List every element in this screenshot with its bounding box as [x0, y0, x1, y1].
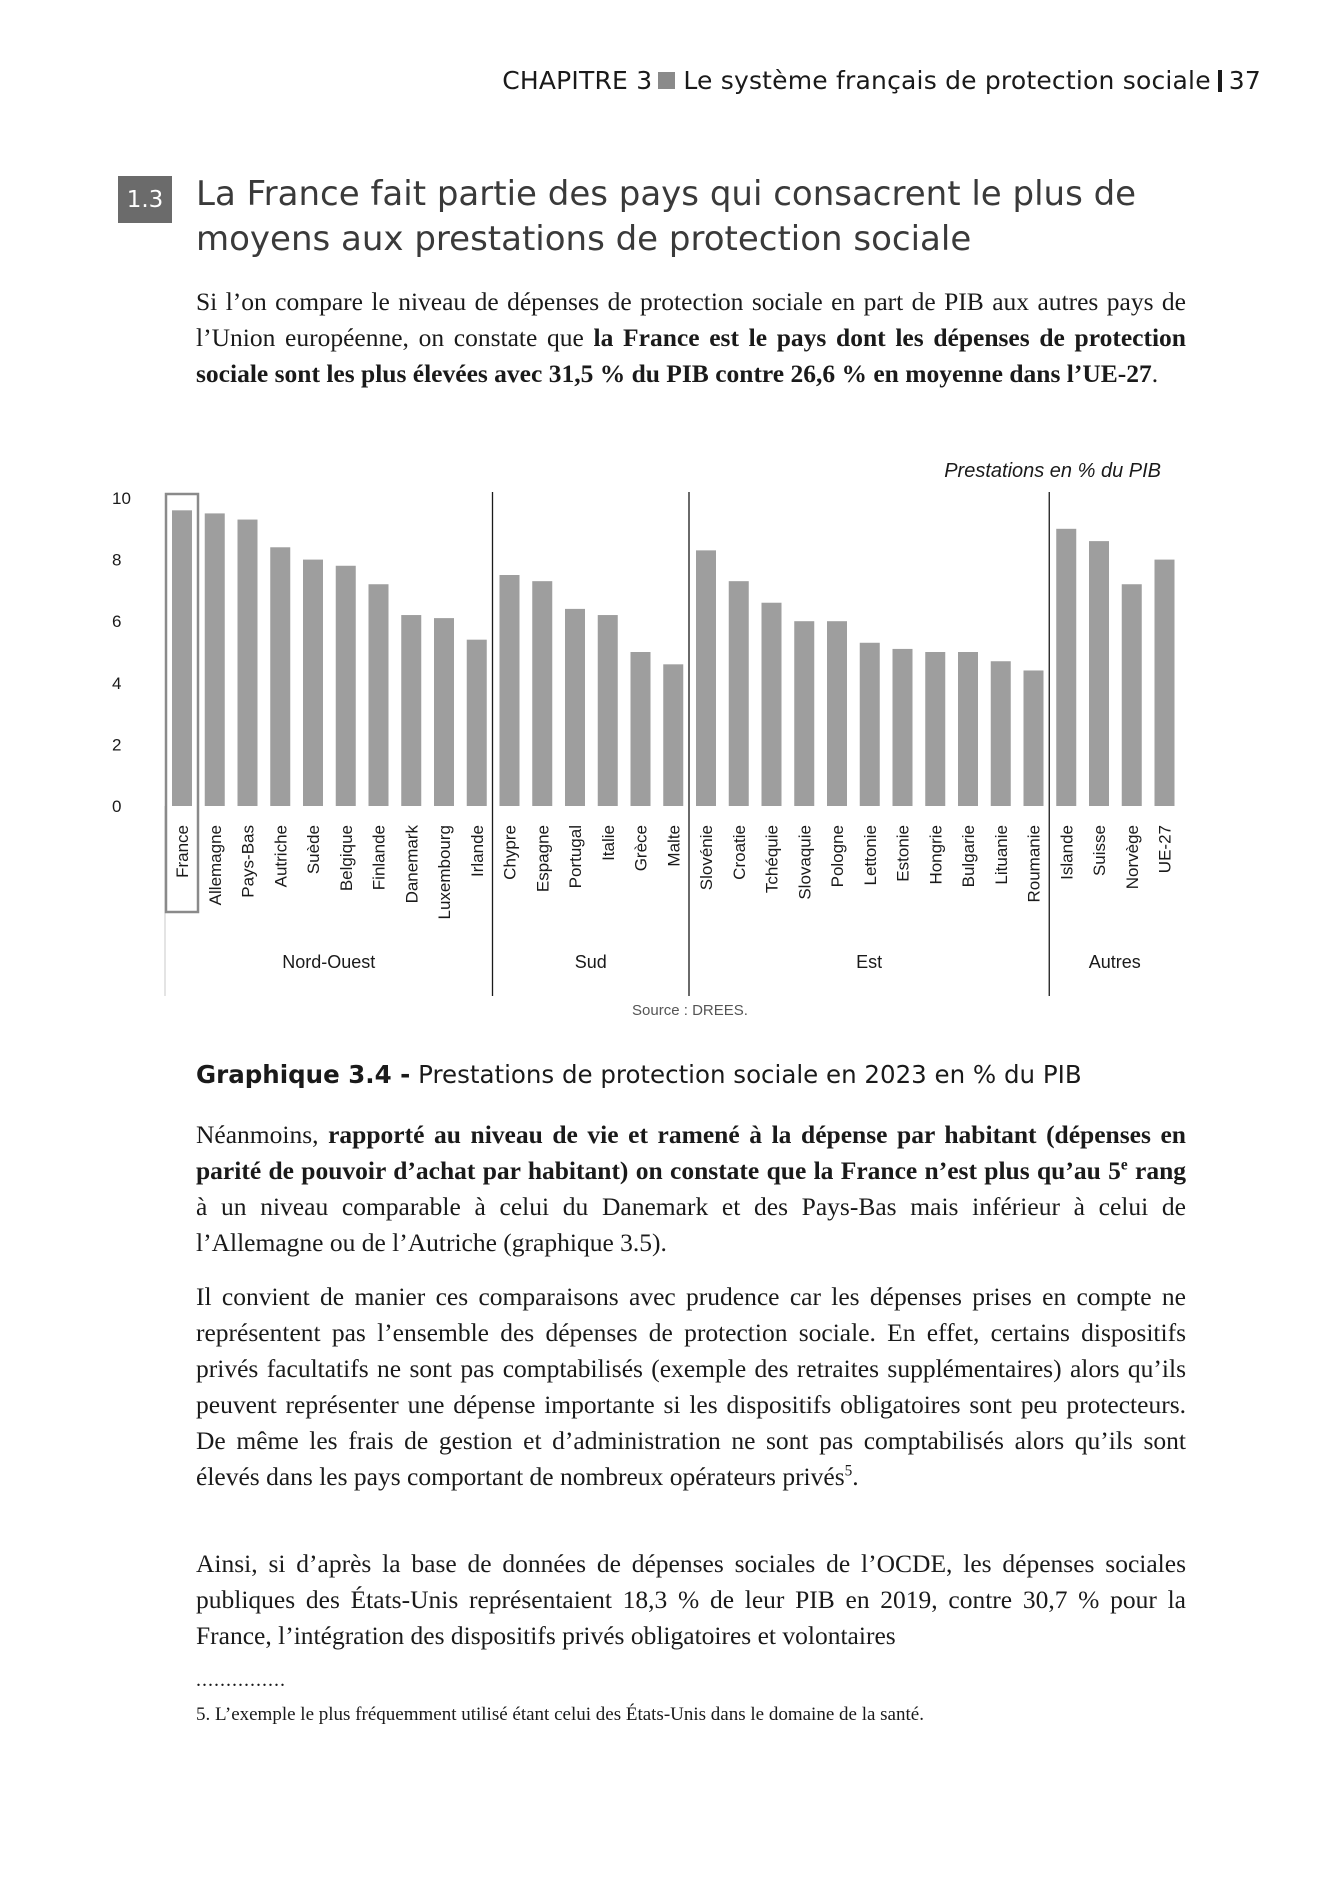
bar-pologne	[827, 621, 847, 806]
bar-hongrie	[925, 652, 945, 806]
bar-espagne	[532, 581, 552, 806]
para2-superscript: e	[1120, 1156, 1128, 1174]
bar-italie	[598, 615, 618, 806]
bar-finlande	[369, 584, 389, 806]
bar-danemark	[401, 615, 421, 806]
bar-suisse	[1089, 541, 1109, 806]
bar-grèce	[631, 652, 651, 806]
footnote: 5. L’exemple le plus fréquemment utilisé étant celui des États-Unis dans le domaine de la santé.	[196, 1704, 924, 1725]
category-label: Grèce	[631, 825, 651, 872]
y-tick-label: 8	[112, 550, 122, 570]
category-label: Bulgarie	[959, 825, 978, 888]
footnote-separator: ...............	[196, 1669, 286, 1691]
category-label: France	[173, 825, 192, 878]
category-label: Chypre	[500, 825, 520, 880]
group-label: Sud	[574, 952, 607, 972]
section-number: 1.3	[118, 176, 172, 223]
bar-pays-bas	[238, 520, 258, 806]
bar-lettonie	[860, 643, 880, 806]
bar-slovénie	[696, 550, 716, 806]
caption-text: Prestations de protection sociale en 2023 en % du PIB	[418, 1060, 1082, 1089]
category-label: Finlande	[369, 825, 389, 891]
y-tick-label: 0	[112, 797, 122, 816]
header-title: Le système français de protection sociale	[683, 66, 1211, 95]
group-label: Est	[856, 952, 883, 972]
category-label: Autriche	[271, 825, 291, 888]
category-label: Pays-Bas	[238, 825, 258, 898]
y-tick-label: 6	[112, 612, 122, 632]
intro-bold-text: la France est le pays dont les dépenses de protection sociale sont les plus élevées avec 31,5 % du PIB contre 26,6 % en moyenne dans l’UE-27	[196, 323, 1186, 388]
category-label: Lettonie	[860, 825, 880, 886]
paragraph-caution	[196, 1279, 1186, 1495]
category-label: Malte	[664, 825, 684, 867]
bar-france	[172, 510, 192, 806]
chart-caption	[196, 1060, 1082, 1089]
group-label: Autres	[1088, 952, 1141, 972]
intro-text-end: .	[1151, 359, 1159, 388]
square-icon	[658, 72, 675, 89]
category-label: Suisse	[1090, 825, 1109, 877]
group-label: Nord-Ouest	[282, 952, 376, 972]
bar-belgique	[336, 566, 356, 806]
y-tick-label: 10	[112, 489, 131, 508]
bar-allemagne	[205, 513, 225, 806]
category-label: Hongrie	[926, 825, 946, 885]
category-label: Italie	[598, 825, 618, 861]
header-divider	[1218, 70, 1222, 92]
para3-end: .	[852, 1462, 859, 1491]
category-label: Espagne	[533, 825, 553, 893]
category-label: Norvège	[1122, 825, 1142, 890]
category-label: Suède	[304, 825, 323, 875]
category-label: Allemagne	[205, 825, 225, 906]
paragraph-ppa	[196, 1117, 1186, 1261]
category-label: Croatie	[729, 825, 749, 880]
para2-text: Néanmoins,	[196, 1120, 329, 1149]
para3-text: Il convient de manier ces comparaisons avec prudence car les dépenses prises en compte ne représentent pas l’ensemble des dépenses de protection sociale. En effet, certains dispositifs privés facultatifs ne sont pas comptabilisés (exemple des retraites supplémentaires) alors qu’ils peuvent représenter une dépense importante si les dispositifs obligatoires sont peu protecteurs. De même les frais de gestion et d’administration ne sont pas comptabilisés alors qu’ils sont élevés dans les pays comportant de nombreux opérateurs privés	[196, 1282, 1186, 1491]
intro-paragraph	[196, 284, 1186, 392]
bar-irlande	[467, 640, 487, 806]
bar-portugal	[565, 609, 585, 806]
bar-croatie	[729, 581, 749, 806]
category-label: Portugal	[566, 825, 585, 889]
bar-islande	[1056, 529, 1076, 806]
bar-ue-27	[1155, 560, 1175, 806]
bar-estonie	[893, 649, 913, 806]
bar-autriche	[270, 547, 290, 806]
category-label: Danemark	[402, 825, 422, 904]
y-tick-label: 4	[112, 673, 122, 693]
intro-text: Si l’on compare le niveau de dépenses de protection sociale en part de PIB aux autres pays de l’Union européenne, on constate que	[196, 287, 1186, 352]
bar-lituanie	[991, 661, 1011, 806]
header-chapter: CHAPITRE 3	[502, 66, 653, 95]
footnote-ref[interactable]: 5	[844, 1462, 853, 1480]
running-header	[502, 66, 1261, 95]
page-number: 37	[1228, 66, 1261, 95]
category-label: Slovénie	[697, 825, 716, 891]
category-label: Belgique	[336, 825, 356, 892]
category-label: Irlande	[467, 825, 487, 877]
section-title: La France fait partie des pays qui consacrent le plus de moyens aux prestations de protection sociale	[196, 174, 1137, 259]
category-label: UE-27	[1155, 825, 1175, 874]
caption-label: Graphique 3.4 -	[196, 1060, 411, 1089]
bar-suède	[303, 560, 323, 806]
para2-bold-rank: rang	[1127, 1156, 1187, 1185]
y-tick-label: 2	[112, 735, 122, 755]
bar-slovaquie	[794, 621, 814, 806]
bar-norvège	[1122, 584, 1142, 806]
para2-text-end: à un niveau comparable à celui du Danemark et des Pays-Bas mais inférieur à celui de l’Allemagne ou de l’Autriche (graphique 3.5).	[196, 1192, 1186, 1257]
category-label: Slovaquie	[795, 825, 815, 900]
bar-tchéquie	[762, 603, 782, 806]
chart-title: Prestations en % du PIB	[944, 460, 1161, 482]
category-label: Estonie	[893, 825, 913, 882]
category-label: Lituanie	[991, 825, 1011, 885]
bar-malte	[663, 664, 683, 806]
category-label: Roumanie	[1024, 825, 1044, 903]
bar-chypre	[500, 575, 520, 806]
bar-roumanie	[1024, 670, 1044, 806]
category-label: Pologne	[828, 825, 847, 888]
bar-bulgarie	[958, 652, 978, 806]
category-label: Islande	[1057, 825, 1077, 880]
category-label: Luxembourg	[435, 825, 454, 920]
category-label: Tchéquie	[762, 825, 782, 894]
bar-chart	[108, 448, 1198, 1030]
bar-luxembourg	[434, 618, 454, 806]
para2-bold-text: rapporté au niveau de vie et ramené à la dépense par habitant (dépenses en parité de pouvoir d’achat par habitant) on constate que la France n’est plus qu’au 5	[196, 1120, 1186, 1185]
chart-source: Source : DREES.	[632, 1002, 748, 1019]
paragraph-ocde: Ainsi, si d’après la base de données de dépenses sociales de l’OCDE, les dépenses sociales publiques des États-Unis représentaient 18,3 % de leur PIB en 2019, contre 30,7 % pour la France, l’intégration des dispositifs privés obligatoires et volontaires	[196, 1549, 1186, 1650]
